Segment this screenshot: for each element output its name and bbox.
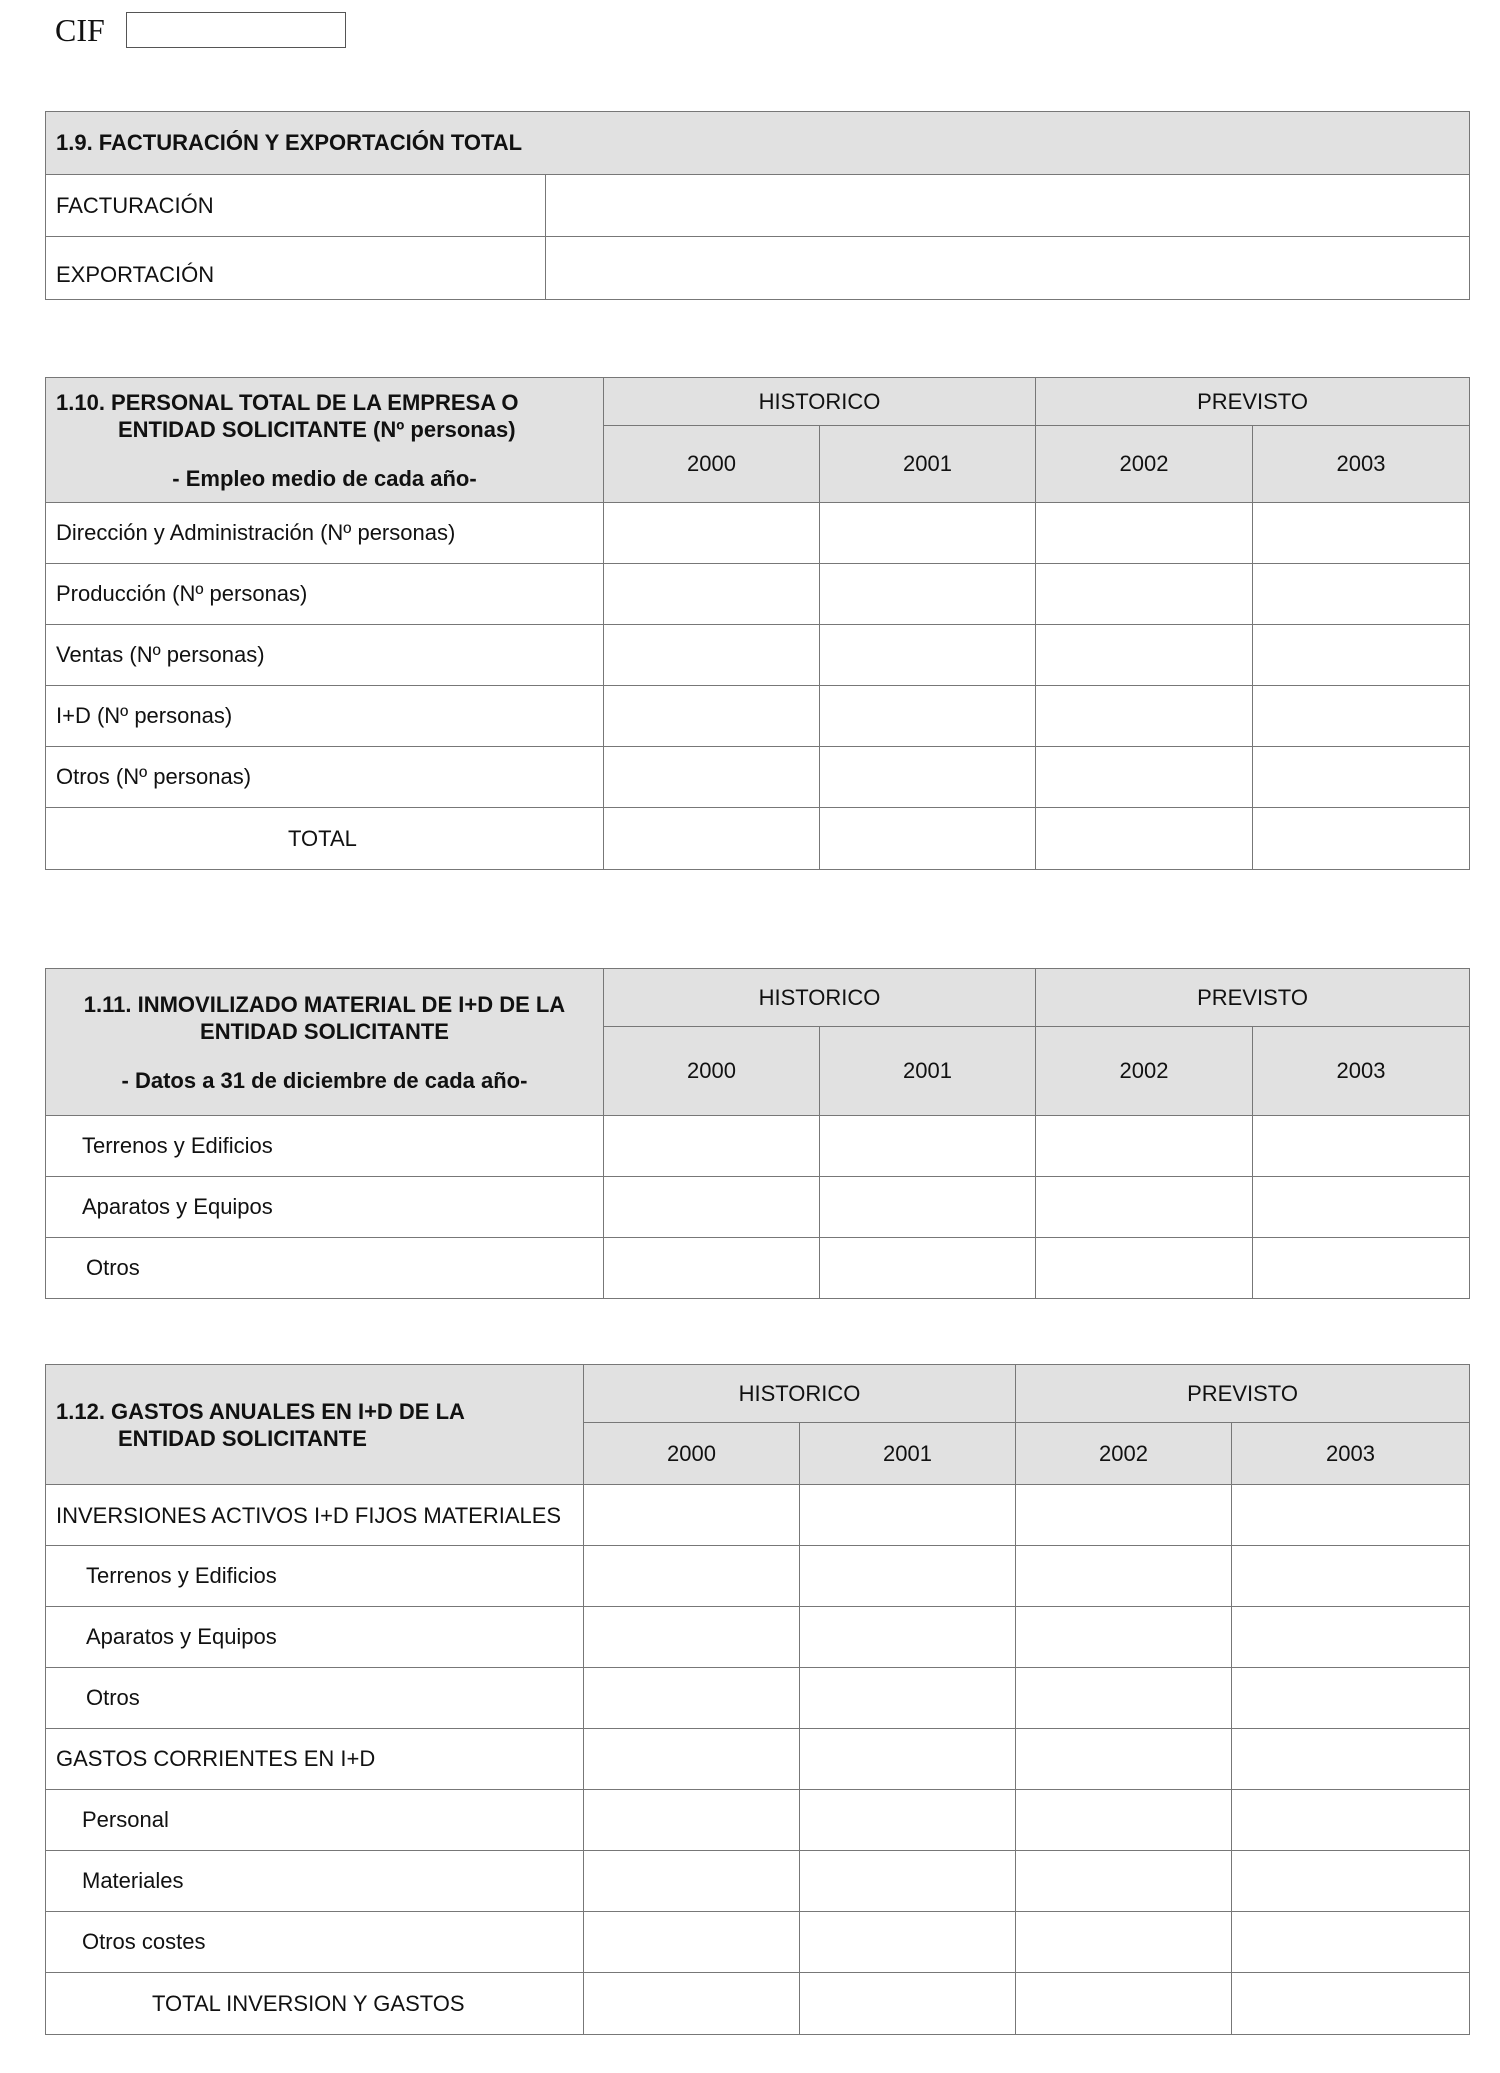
table-row [46, 1485, 1470, 1546]
value-cell[interactable] [1253, 625, 1470, 686]
section-1-12-title-line1: 1.12. GASTOS ANUALES EN I+D DE LA [56, 1398, 465, 1424]
year-2002-header: 2002 [1036, 1027, 1253, 1116]
previsto-header: PREVISTO [1016, 1365, 1470, 1423]
value-cell[interactable] [1016, 1790, 1232, 1851]
value-cell[interactable] [604, 747, 820, 808]
row-label: Otros [46, 1668, 584, 1729]
value-cell[interactable] [1232, 1851, 1470, 1912]
value-cell[interactable] [584, 1668, 800, 1729]
value-cell[interactable] [604, 1238, 820, 1299]
row-label: Aparatos y Equipos [46, 1607, 584, 1668]
value-cell[interactable] [800, 1607, 1016, 1668]
section-1-12-title [46, 1365, 584, 1485]
value-cell[interactable] [820, 747, 1036, 808]
value-cell[interactable] [1253, 808, 1470, 870]
value-cell[interactable] [1253, 747, 1470, 808]
total-label: TOTAL [46, 808, 604, 870]
section-1-9-table [45, 111, 1470, 300]
year-2003-header: 2003 [1232, 1423, 1470, 1485]
section-1-10-table [45, 377, 1470, 870]
year-2001-header: 2001 [800, 1423, 1016, 1485]
section-1-11-title-line2: ENTIDAD SOLICITANTE [200, 1018, 449, 1044]
value-cell[interactable] [800, 1668, 1016, 1729]
year-2000-header: 2000 [584, 1423, 800, 1485]
section-1-11-subtitle: - Datos a 31 de diciembre de cada año- [121, 1067, 528, 1093]
value-cell[interactable] [1016, 1485, 1232, 1546]
value-cell[interactable] [604, 1177, 820, 1238]
value-cell[interactable] [1036, 1177, 1253, 1238]
value-cell[interactable] [1016, 1607, 1232, 1668]
value-cell[interactable] [1232, 1973, 1470, 2035]
value-cell[interactable] [1016, 1973, 1232, 2035]
value-cell[interactable] [604, 1116, 820, 1177]
table-row [46, 1851, 1470, 1912]
section-1-10-title [46, 378, 604, 503]
section-1-11-title [46, 969, 604, 1116]
value-cell[interactable] [1036, 625, 1253, 686]
value-cell[interactable] [584, 1851, 800, 1912]
table-row [46, 1546, 1470, 1607]
value-cell[interactable] [1232, 1607, 1470, 1668]
section-1-11-table [45, 968, 1470, 1299]
section-1-10-subtitle: - Empleo medio de cada año- [172, 465, 477, 491]
table-row [46, 1729, 1470, 1790]
value-cell[interactable] [820, 686, 1036, 747]
year-2002-header: 2002 [1016, 1423, 1232, 1485]
value-cell[interactable] [820, 503, 1036, 564]
value-cell[interactable] [1016, 1729, 1232, 1790]
row-label: Personal [46, 1790, 584, 1851]
section-1-10-title-line2: ENTIDAD SOLICITANTE (Nº personas) [118, 416, 516, 442]
value-cell[interactable] [1253, 1238, 1470, 1299]
year-2002-header: 2002 [1036, 426, 1253, 503]
value-cell[interactable] [1036, 1238, 1253, 1299]
historico-header: HISTORICO [584, 1365, 1016, 1423]
section-1-11-title-line1: 1.11. INMOVILIZADO MATERIAL DE I+D DE LA [83, 991, 566, 1017]
row-label: Aparatos y Equipos [46, 1177, 604, 1238]
row-label: GASTOS CORRIENTES EN I+D [46, 1729, 584, 1790]
value-cell[interactable] [604, 564, 820, 625]
table-row [46, 503, 1470, 564]
value-cell[interactable] [584, 1973, 800, 2035]
previsto-header: PREVISTO [1036, 378, 1470, 426]
section-1-9-title: 1.9. FACTURACIÓN Y EXPORTACIÓN TOTAL [46, 112, 1470, 175]
row-label: INVERSIONES ACTIVOS I+D FIJOS MATERIALES [46, 1485, 584, 1546]
row-label: I+D (Nº personas) [46, 686, 604, 747]
value-cell[interactable] [1016, 1546, 1232, 1607]
value-cell[interactable] [584, 1546, 800, 1607]
value-cell[interactable] [1232, 1790, 1470, 1851]
value-cell[interactable] [800, 1485, 1016, 1546]
facturacion-input[interactable] [546, 175, 1470, 237]
year-2003-header: 2003 [1253, 1027, 1470, 1116]
table-row [46, 625, 1470, 686]
value-cell[interactable] [820, 625, 1036, 686]
value-cell[interactable] [584, 1790, 800, 1851]
value-cell[interactable] [584, 1729, 800, 1790]
value-cell[interactable] [1253, 1177, 1470, 1238]
value-cell[interactable] [820, 1177, 1036, 1238]
value-cell[interactable] [1036, 808, 1253, 870]
value-cell[interactable] [1036, 1116, 1253, 1177]
facturacion-label: FACTURACIÓN [46, 175, 546, 237]
value-cell[interactable] [1253, 564, 1470, 625]
historico-header: HISTORICO [604, 378, 1036, 426]
table-row [46, 564, 1470, 625]
cif-input[interactable] [126, 12, 346, 48]
historico-header: HISTORICO [604, 969, 1036, 1027]
value-cell[interactable] [820, 808, 1036, 870]
year-2001-header: 2001 [820, 426, 1036, 503]
value-cell[interactable] [1232, 1546, 1470, 1607]
value-cell[interactable] [604, 808, 820, 870]
exportacion-label: EXPORTACIÓN [46, 237, 546, 300]
row-label: Materiales [46, 1851, 584, 1912]
value-cell[interactable] [1232, 1729, 1470, 1790]
row-label: Otros costes [46, 1912, 584, 1973]
exportacion-input[interactable] [546, 237, 1470, 300]
table-row [46, 1912, 1470, 1973]
section-1-10-title-line1: 1.10. PERSONAL TOTAL DE LA EMPRESA O [56, 389, 519, 415]
row-label: Otros (Nº personas) [46, 747, 604, 808]
value-cell[interactable] [1036, 686, 1253, 747]
value-cell[interactable] [1016, 1668, 1232, 1729]
table-row [46, 1668, 1470, 1729]
row-label: Producción (Nº personas) [46, 564, 604, 625]
value-cell[interactable] [1253, 1116, 1470, 1177]
total-row [46, 1973, 1470, 2035]
year-2000-header: 2000 [604, 1027, 820, 1116]
value-cell[interactable] [800, 1790, 1016, 1851]
row-label: Ventas (Nº personas) [46, 625, 604, 686]
value-cell[interactable] [584, 1485, 800, 1546]
total-label: TOTAL INVERSION Y GASTOS [46, 1973, 584, 2035]
section-1-12-table [45, 1364, 1470, 2035]
year-2001-header: 2001 [820, 1027, 1036, 1116]
table-row [46, 747, 1470, 808]
value-cell[interactable] [584, 1912, 800, 1973]
value-cell[interactable] [800, 1912, 1016, 1973]
table-row [46, 1607, 1470, 1668]
value-cell[interactable] [1232, 1485, 1470, 1546]
row-label: Terrenos y Edificios [46, 1116, 604, 1177]
value-cell[interactable] [1016, 1851, 1232, 1912]
value-cell[interactable] [800, 1851, 1016, 1912]
year-2000-header: 2000 [604, 426, 820, 503]
row-label: Otros [46, 1238, 604, 1299]
section-1-12-title-line2: ENTIDAD SOLICITANTE [118, 1425, 367, 1451]
table-row [46, 1116, 1470, 1177]
value-cell[interactable] [1232, 1668, 1470, 1729]
table-row [46, 1177, 1470, 1238]
value-cell[interactable] [1036, 747, 1253, 808]
cif-label: CIF [55, 12, 105, 48]
table-row [46, 686, 1470, 747]
value-cell[interactable] [820, 564, 1036, 625]
value-cell[interactable] [1016, 1912, 1232, 1973]
row-label: Terrenos y Edificios [46, 1546, 584, 1607]
table-row [46, 1238, 1470, 1299]
value-cell[interactable] [800, 1546, 1016, 1607]
value-cell[interactable] [820, 1238, 1036, 1299]
year-2003-header: 2003 [1253, 426, 1470, 503]
value-cell[interactable] [604, 625, 820, 686]
value-cell[interactable] [820, 1116, 1036, 1177]
value-cell[interactable] [604, 503, 820, 564]
value-cell[interactable] [1253, 503, 1470, 564]
total-row [46, 808, 1470, 870]
table-row [46, 1790, 1470, 1851]
value-cell[interactable] [800, 1729, 1016, 1790]
value-cell[interactable] [1036, 503, 1253, 564]
value-cell[interactable] [604, 686, 820, 747]
value-cell[interactable] [800, 1973, 1016, 2035]
previsto-header: PREVISTO [1036, 969, 1470, 1027]
row-label: Dirección y Administración (Nº personas) [46, 503, 604, 564]
value-cell[interactable] [1036, 564, 1253, 625]
value-cell[interactable] [584, 1607, 800, 1668]
value-cell[interactable] [1232, 1912, 1470, 1973]
value-cell[interactable] [1253, 686, 1470, 747]
